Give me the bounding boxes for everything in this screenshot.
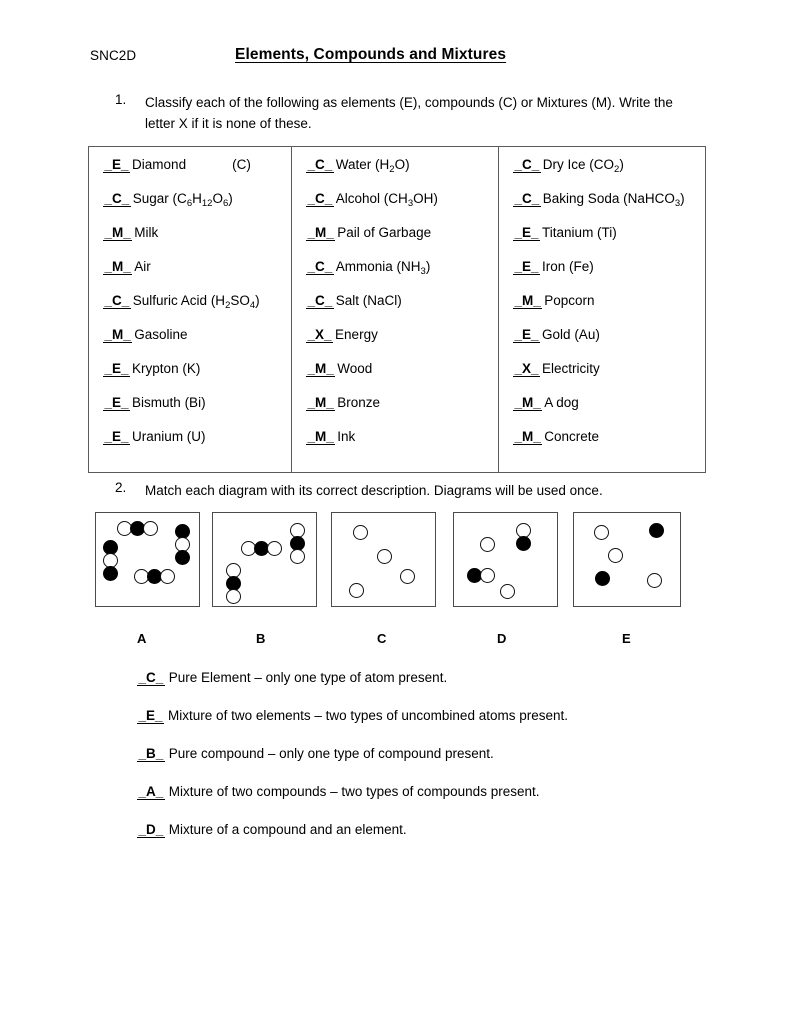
table-row bbox=[513, 258, 705, 292]
substance-label: Baking Soda (NaHCO$_3$) bbox=[542, 191, 685, 209]
answer-blank[interactable]: _ E _ bbox=[103, 429, 130, 445]
atom-white-circle bbox=[480, 537, 495, 552]
table-row bbox=[103, 428, 291, 462]
answer-blank[interactable]: _ M _ bbox=[306, 225, 335, 241]
match-answer-row bbox=[137, 745, 717, 783]
answer-blank[interactable]: _ E _ bbox=[513, 225, 540, 241]
match-answer-blank[interactable]: _ D _ bbox=[137, 822, 165, 838]
table-column-1 bbox=[89, 147, 292, 472]
atom-black-circle bbox=[595, 571, 610, 586]
substance-label: Krypton (K) bbox=[132, 361, 201, 376]
diagram-box-e[interactable] bbox=[573, 512, 681, 607]
diagram-label-a: A bbox=[137, 631, 147, 646]
substance-label: Gold (Au) bbox=[542, 327, 600, 342]
table-row bbox=[513, 360, 705, 394]
atom-white-circle bbox=[290, 549, 305, 564]
match-answer-row bbox=[137, 707, 717, 745]
atom-white-circle bbox=[608, 548, 623, 563]
match-answer-blank[interactable]: _ A _ bbox=[137, 784, 165, 800]
substance-label: Electricity bbox=[542, 361, 600, 376]
table-row bbox=[513, 190, 705, 224]
answer-blank[interactable]: _ X _ bbox=[306, 327, 333, 343]
substance-label: A dog bbox=[544, 395, 579, 410]
substance-label: Ammonia $(NH_3)$ bbox=[335, 259, 431, 277]
diagram-label-b: B bbox=[256, 631, 266, 646]
atom-white-circle bbox=[594, 525, 609, 540]
match-answer-row bbox=[137, 669, 717, 707]
document-header bbox=[90, 46, 710, 70]
atom-white-circle bbox=[160, 569, 175, 584]
table-row bbox=[103, 360, 291, 394]
atom-white-circle bbox=[267, 541, 282, 556]
substance-label: Air bbox=[134, 259, 151, 274]
diagram-box-d[interactable] bbox=[453, 512, 558, 607]
atom-white-circle bbox=[143, 521, 158, 536]
question-1-text: Classify each of the following as elements (E), compounds (C) or Mixtures (M). Write the letter X if it is none of these. bbox=[145, 95, 673, 131]
answer-blank[interactable]: _ M _ bbox=[513, 429, 542, 445]
particle-diagram-row bbox=[95, 512, 705, 612]
substance-label: Ink bbox=[337, 429, 356, 444]
substance-label: Iron (Fe) bbox=[542, 259, 594, 274]
table-row bbox=[306, 190, 498, 224]
diagram-box-c[interactable] bbox=[331, 512, 436, 607]
substance-label: Milk bbox=[134, 225, 159, 240]
atom-black-circle bbox=[649, 523, 664, 538]
table-row bbox=[513, 156, 705, 190]
answer-blank[interactable]: _ C _ bbox=[306, 259, 334, 275]
question-2 bbox=[115, 480, 715, 501]
substance-label: Sugar $(C_6H_{12}O_6)$ bbox=[132, 191, 233, 209]
substance-label: Wood bbox=[337, 361, 373, 376]
substance-label: Alcohol $(CH_3OH)$ bbox=[335, 191, 438, 209]
table-row bbox=[513, 224, 705, 258]
table-row bbox=[103, 292, 291, 326]
substance-label: Water $(H_2O)$ bbox=[335, 157, 410, 175]
answer-blank[interactable]: _ E _ bbox=[513, 259, 540, 275]
answer-blank[interactable]: _ C _ bbox=[103, 191, 131, 207]
table-row bbox=[306, 428, 498, 462]
substance-label: Concrete bbox=[544, 429, 600, 444]
table-row bbox=[103, 224, 291, 258]
atom-white-circle bbox=[480, 568, 495, 583]
substance-label: Sulfuric Acid $(H_2SO_4)$ bbox=[132, 293, 260, 311]
atom-white-circle bbox=[226, 589, 241, 604]
table-row bbox=[306, 224, 498, 258]
substance-label: Uranium (U) bbox=[132, 429, 206, 444]
table-row bbox=[306, 394, 498, 428]
diagram-label-row bbox=[95, 631, 705, 651]
answer-blank[interactable]: _ M _ bbox=[103, 327, 132, 343]
table-row bbox=[103, 258, 291, 292]
answer-blank[interactable]: _ E _ bbox=[513, 327, 540, 343]
table-row bbox=[103, 394, 291, 428]
substance-symbol: (C) bbox=[232, 157, 251, 172]
answer-blank[interactable]: _ E _ bbox=[103, 395, 130, 411]
question-1 bbox=[115, 92, 705, 134]
atom-black-circle bbox=[516, 536, 531, 551]
question-1-number: 1. bbox=[115, 92, 127, 107]
table-row bbox=[103, 190, 291, 224]
substance-label: Bismuth (Bi) bbox=[132, 395, 206, 410]
answer-blank[interactable]: _ X _ bbox=[513, 361, 540, 377]
atom-white-circle bbox=[377, 549, 392, 564]
match-answer-blank[interactable]: _ E _ bbox=[137, 708, 164, 724]
answer-blank[interactable]: _ E _ bbox=[103, 157, 130, 173]
answer-blank[interactable]: _ C _ bbox=[306, 191, 334, 207]
substance-label: Diamond bbox=[132, 157, 187, 172]
answer-blank[interactable]: _ C _ bbox=[103, 293, 131, 309]
table-row bbox=[306, 156, 498, 190]
diagram-box-b[interactable] bbox=[212, 512, 317, 607]
answer-blank[interactable]: _ C _ bbox=[513, 157, 541, 173]
match-answer-blank[interactable]: _ B _ bbox=[137, 746, 165, 762]
substance-label: Popcorn bbox=[544, 293, 595, 308]
atom-white-circle bbox=[647, 573, 662, 588]
atom-white-circle bbox=[349, 583, 364, 598]
match-description: Pure compound – only one type of compound present. bbox=[168, 746, 494, 761]
answer-blank[interactable]: _ C _ bbox=[306, 157, 334, 173]
atom-black-circle bbox=[103, 566, 118, 581]
table-row bbox=[306, 258, 498, 292]
question-2-number: 2. bbox=[115, 480, 127, 495]
answer-blank[interactable]: _ M _ bbox=[103, 225, 132, 241]
answer-blank[interactable]: _ E _ bbox=[103, 361, 130, 377]
diagram-box-a[interactable] bbox=[95, 512, 200, 607]
page-title: Elements, Compounds and Mixtures bbox=[235, 46, 507, 63]
matching-answers-list bbox=[137, 669, 717, 859]
substance-label: Titanium (Ti) bbox=[542, 225, 617, 240]
table-row bbox=[306, 292, 498, 326]
answer-blank[interactable]: _ M _ bbox=[306, 395, 335, 411]
table-row bbox=[103, 326, 291, 360]
match-description: Pure Element – only one type of atom present. bbox=[168, 670, 448, 685]
answer-blank[interactable]: _ M _ bbox=[513, 293, 542, 309]
table-row bbox=[306, 326, 498, 360]
classification-table bbox=[88, 146, 706, 473]
substance-label: Salt (NaCl) bbox=[335, 293, 402, 308]
atom-white-circle bbox=[500, 584, 515, 599]
answer-blank[interactable]: _ M _ bbox=[513, 395, 542, 411]
substance-label: Pail of Garbage bbox=[337, 225, 432, 240]
match-answer-blank[interactable]: _ C _ bbox=[137, 670, 165, 686]
table-column-2 bbox=[292, 147, 499, 472]
match-answer-row bbox=[137, 783, 717, 821]
table-row bbox=[306, 360, 498, 394]
table-row bbox=[103, 156, 291, 190]
match-description: Mixture of two compounds – two types of compounds present. bbox=[168, 784, 540, 799]
course-code: SNC2D bbox=[90, 48, 137, 63]
atom-white-circle bbox=[400, 569, 415, 584]
diagram-label-e: E bbox=[622, 631, 631, 646]
substance-label: Dry Ice $(CO_2)$ bbox=[542, 157, 624, 175]
atom-black-circle bbox=[175, 550, 190, 565]
answer-blank[interactable]: _ C _ bbox=[513, 191, 541, 207]
answer-blank[interactable]: _ C _ bbox=[306, 293, 334, 309]
table-row bbox=[513, 292, 705, 326]
substance-label: Energy bbox=[335, 327, 378, 342]
answer-blank[interactable]: _ M _ bbox=[306, 429, 335, 445]
substance-label: Gasoline bbox=[134, 327, 188, 342]
match-answer-row bbox=[137, 821, 717, 859]
diagram-label-c: C bbox=[377, 631, 387, 646]
atom-white-circle bbox=[353, 525, 368, 540]
table-column-3 bbox=[499, 147, 705, 472]
answer-blank[interactable]: _ M _ bbox=[103, 259, 132, 275]
table-row bbox=[513, 394, 705, 428]
table-row bbox=[513, 428, 705, 462]
match-description: Mixture of a compound and an element. bbox=[168, 822, 407, 837]
match-description: Mixture of two elements – two types of uncombined atoms present. bbox=[168, 708, 568, 723]
diagram-label-d: D bbox=[497, 631, 507, 646]
substance-label: Bronze bbox=[337, 395, 381, 410]
table-row bbox=[513, 326, 705, 360]
question-2-text: Match each diagram with its correct description. Diagrams will be used once. bbox=[145, 483, 603, 498]
answer-blank[interactable]: _ M _ bbox=[306, 361, 335, 377]
